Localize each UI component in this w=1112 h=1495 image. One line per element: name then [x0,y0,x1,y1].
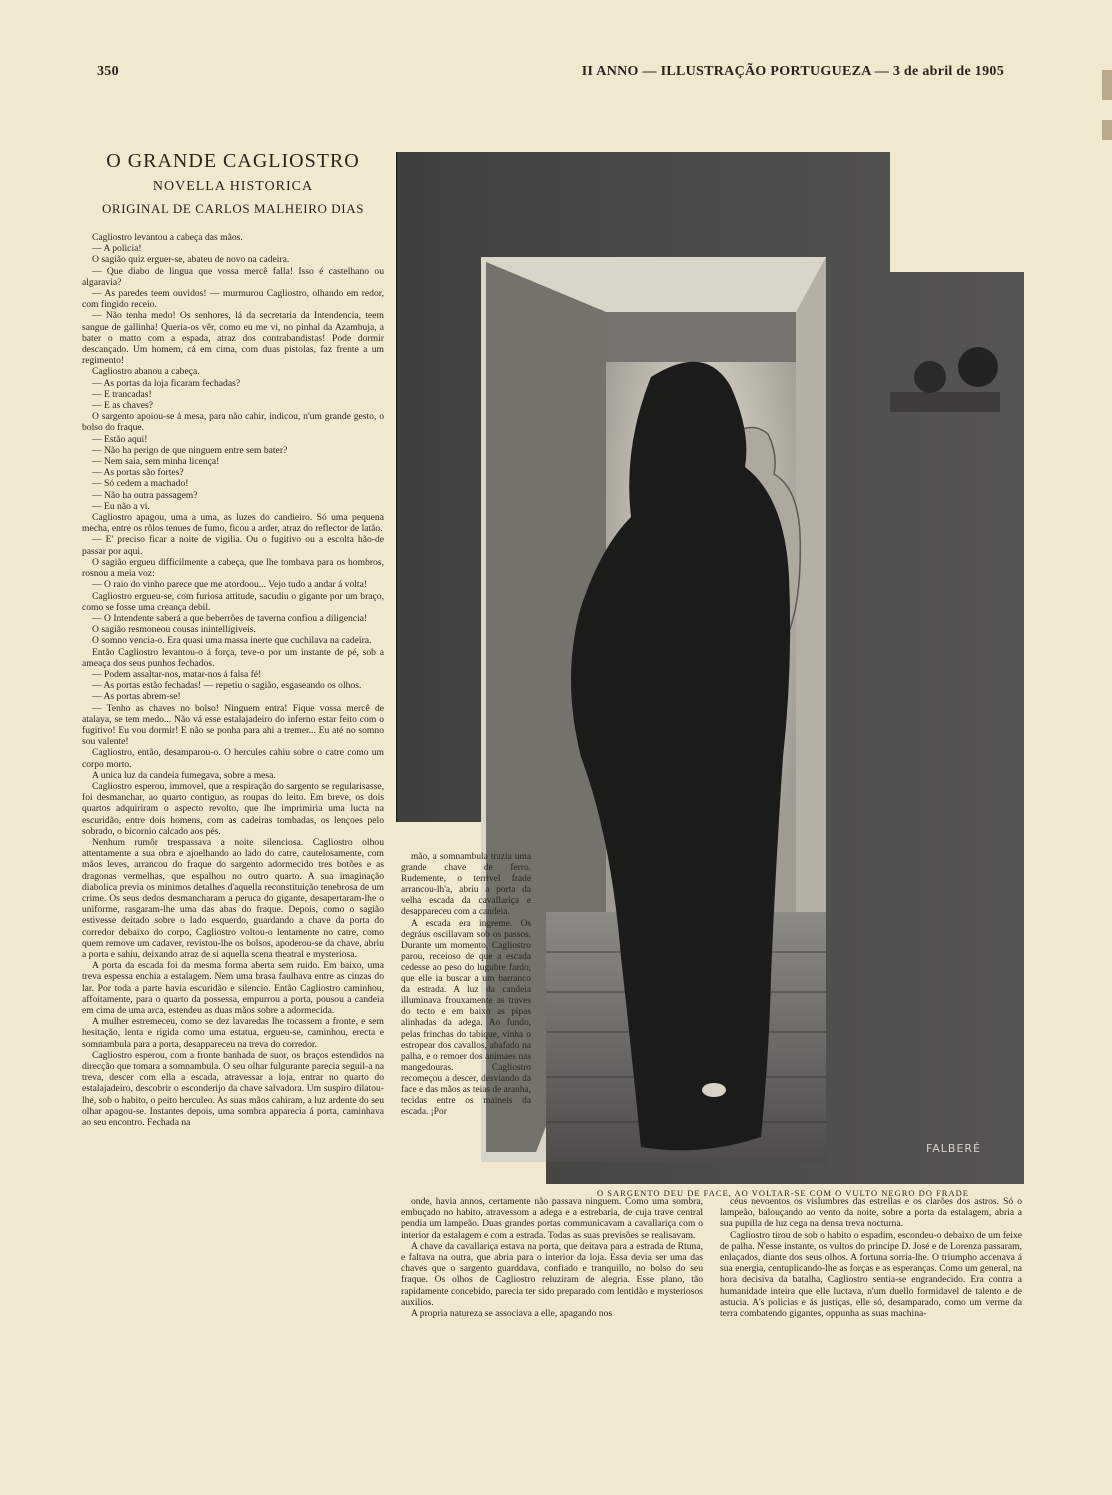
paragraph: Então Cagliostro levantou-o á força, teve-o por um instante de pé, sob a ameaça dos seus punhos fechados. [82,646,384,669]
paragraph: Cagliostro ergueu-se, com furiosa attitude, sacudiu o gigante por um braço, como se fosse uma creança debil. [82,590,384,613]
paragraph: — Não ha perigo de que ninguem entre sem bater? [92,444,288,456]
paragraph: — As portas são fortes? [92,467,184,479]
paragraph: onde, havia annos, certamente não passava ninguem. Como uma sombra, embuçado no habito, atravessom a adega e a estrebaria, de cuja trave central pendia um lampeão. Duas grandes portas communicavam a cavallariça com o interior da estalagem e com a estrada. Todas as suas previsões se realisavam. [401,1196,703,1241]
paragraph: céus nevoentos os vislumbres das estrellas e os clarões dos astros. Só o lampeão, balouçando ao vento da noite, sobre a porta da estalagem, abria a sua pupilla de luz cega na densa treva nocturna. [720,1196,1022,1230]
paragraph: — O raio do vinho parece que me atordoou... Vejo tudo a andar á volta! [92,579,368,591]
paragraph: — Eu não a vi. [92,500,150,512]
page-number: 350 [97,64,119,79]
paragraph: — Não tenha medo! Os senhores, lá da secretaria da Intendencia, teem sangue de gallinha! Queria-os vêr, como eu me vi, no pinhal da Azambuja, a bater o matto com a espada, atraz dos contrabandistas! Pode dormir descançado. Um homem, cá em cima, com duas pistolas, faz frente a um regimento! [82,310,384,367]
middle-text-column [401,852,531,1192]
lower-text-column-3 [720,1196,1022,1448]
paragraph: A propria natureza se associava a elle, apagando nos [411,1308,613,1320]
paragraph: — Não ha outra passagem? [92,489,198,501]
paragraph: — Tenho as chaves no bolso! Ninguem entra! Fique vossa mercê de atalaya, se tem medo... Não vá esse estalajadeiro do inferno estar feito com o fugitivo! Eu vou dormir! E não se ponha para ahi a tremer... Eu até no somno sou valente! [82,702,384,748]
paragraph: — As portas estão fechadas! — repetiu o sagião, esgaseando os olhos. [92,680,362,692]
article-title-block [82,150,384,217]
paragraph: O sagião ergueu difficilmente a cabeça, que lhe tombava para os hombros, rosnou a meia voz: [82,556,384,580]
paragraph: A unica luz da candeia fumegava, sobre a mesa. [92,769,276,781]
paragraph: — As portas abrem-se! [92,691,181,703]
binding-edge-mark [1102,70,1112,100]
paragraph: — As portas da loja ficaram fechadas? [92,377,241,389]
paragraph: — Podem assaltar-nos, matar-nos á falsa fé! [92,668,262,680]
left-text-column [82,232,384,1442]
paragraph: A mulher estremeceu, como se dez lavaredas lhe tocassem a fronte, e sem hesitação, lenta e rigida como uma estatua, ergueu-se, caminhou, erecta e somnambula para a porta, desappareceu na treva do corredor. [82,1016,384,1050]
paragraph: Cagliostro, então, desamparou-o. O hercules cahiu sobre o catre como um corpo morto. [82,747,384,770]
paragraph: O sagião quiz erguer-se, abateu de novo na cadeira. [92,254,290,266]
running-head: II ANNO — ILLUSTRAÇÃO PORTUGUEZA — 3 de abril de 1905 [581,64,1004,79]
paragraph: — E' preciso ficar a noite de vigilia. Ou o fugitivo ou a escolta hão-de passar por aqui. [82,534,384,557]
author-line: ORIGINAL DE CARLOS MALHEIRO DIAS [101,201,365,216]
article-subtitle: NOVELLA HISTORICA [152,179,314,194]
paragraph: Cagliostro esperou, immovel, que a respiração do sargento se regularisasse, foi desmanchar, ao quarto contiguo, as roupas do leito. Em breve, os dois quartos adquiriram o aspecto revolto, que lhe imprimiria uma lucta na escuridão, entre dois homens, com as cadeiras tombadas, os lençoes pelo sobrado, o bicornio calcado aos pés. [82,780,384,837]
paragraph: Cagliostro tirou de sob o habito o espadim, escondeu-o debaixo de um feixe de palha. N'esse instante, os vultos do principe D. José e de Lorenza passaram, enlaçados, diante dos seus olhos. A fortuna sorria-lhe. O triumpho accenava á sua energia, centuplicando-lhe as forças e as esperanças. Como um general, na hora decisiva da batalha, Cagliostro sentia-se engrandecido. Era contra a humanidade inteira que elle luctava, n'um duello formidavel de talento e de astucia. A's policias e ás justiças, elle só, desamparado, como um verme da terra combatendo gigantes, oppunha as suas machina- [720,1229,1022,1320]
paragraph: — As paredes teem ouvidos! — murmurou Cagliostro, olhando em redor, com fingido receio. [82,288,384,311]
paragraph: A porta da escada foi da mesma forma aberta sem ruido. Em baixo, uma treva espessa enchia a estalagem. Nem uma brasa faulhava entre as cinzas do lar. Por toda a parte havia escuridão e silencio. Então Cagliostro caminhou, affoitamente, para o quarto da possessa, empurrou a porta, pousou a candeia em cima de uma arca, estendeu as duas mãos sobre a adormecida. [82,960,384,1017]
paragraph: A chave da cavallariça estava na porta, que deitava para a estrada de Rtuna, e faltava na outra, que abria para o interior da loja. Essa devia ser uma das chaves que o sargento guarddava, confiado e tranquillo, no bolso do seu fraque. Os olhos de Cagliostro reluziram de alegria. Esse plano, tão rapidamente concebido, parecia ter sido preparado com lentidão e mysteriosos auxilios. [401,1240,703,1308]
paragraph: Nenhum rumôr trespassava a noite silenciosa. Cagliostro olhou attentamente a sua obra e ajoelhando ao lado do catre, cautelosamente, com mãos leves, arrancou do fraque do sargento adormecido tres botões e as dragonas vermelhas, que espalhou no outro quarto. A sua imaginação diabolica previa os minimos detalhes d'aquella reconstituição tenebrosa de um crime. Os seus dedos desmancharam a peruca do gigante, desapertaram-lhe o uniforme, rasgaram-lhe uma das abas do fraque. Depois, como o sagião estivesse deitado sobre o lado esquerdo, guardando a chave da porta do corredor debaixo do corpo, Cagliostro voltou-o lentamente no catre, como quem remove um cadaver, revistou-lhe os bolsos, apoderou-se da chave, abriu a porta e sahiu, deixando atraz de si aquella scena theatral e mysteriosa. [82,836,384,960]
artist-signature: FALBERÉ [925,1142,981,1155]
paragraph: Cagliostro abanou a cabeça. [92,366,200,378]
binding-edge-mark [1102,120,1112,140]
paragraph: — E as chaves? [92,400,154,412]
paragraph: O sagião resmoneou cousas inintelligiveis. [92,624,256,636]
paragraph: — O Intendente saberá a que beberrões de taverna confiou a diligencia! [92,612,368,624]
paragraph: — Estão aqui! [92,433,148,445]
article-title: O GRANDE CAGLIOSTRO [106,150,360,172]
paragraph: A escada era ingreme. Os degráus oscillavam sob os passos. Durante um momento, Cagliostro parou, receioso de que a escada cedesse ao peso do lugubre fardo, que elle ia buscar a um barranco da estrada. A luz da candeia illuminava frouxamente as traves do tecto e em baixo as pipas alinhadas da adega. Ao fundo, pelas frinchas do tabique, vinha o estropear dos cavallos, abafado na palha, e o remoer dos animaes nas mangedouras. Cagliostro recomeçou a descer, desviando da face e das mãos as teias de aranha, tecidas entre os maineis da escada. ¡Por [401,918,531,1118]
paragraph: — Só cedem a machado! [92,478,189,490]
paragraph: — A policia! [92,243,142,255]
paragraph: O sargento apoiou-se á mesa, para não cahir, indicou, n'um grande gesto, o bolso do fraque. [82,411,384,434]
paragraph: — Nem saia, sem minha licença! [92,456,220,468]
paragraph: mão, a somnambula trazia uma grande chave de ferro. Rudemente, o terrivel frade arrancou-lh'a, abriu a porta da velha escada da cavallariça e desappareceu com a candeia. [401,852,531,918]
paragraph: — Que diabo de lingua que vossa mercê falla! Isso é castelhano ou algaravia? [82,265,384,288]
illustration-caption: O SARGENTO DEU DE FACE, AO VOLTAR-SE COM O VULTO NEGRO DO FRADE [597,1188,969,1198]
paragraph: Cagliostro esperou, com a fronte banhada de suor, os braços estendidos na direcção que tomara a somnambula. O seu olhar fulgurante parecia seguil-a na treva, descer com ella a escada, atravessar a loja, entrar no quarto do estalajadeiro, descobrir o esconderijo da chave salvadora. Um suspiro dilatou-lhe, sob o habito, o peito herculeo. As suas mãos cahiram, a luz ardente do seu olhar apagou-se. Instantes depois, uma sombra apparecia á porta, caminhava ao seu encontro. Fechada na [82,1049,384,1129]
paragraph: Cagliostro apagou, uma a uma, as luzes do candieiro. Só uma pequena mecha, entre os rôlos tenues de fumo, ficou a arder, atraz do reflector de latão. [82,512,384,535]
paragraph: — E trancadas! [92,388,152,400]
lower-text-column-2 [401,1196,703,1448]
paragraph: Cagliostro levantou a cabeça das mãos. [92,232,243,243]
paragraph: O somno vencia-o. Era quasi uma massa inerte que cuchilava na cadeira. [92,635,372,647]
